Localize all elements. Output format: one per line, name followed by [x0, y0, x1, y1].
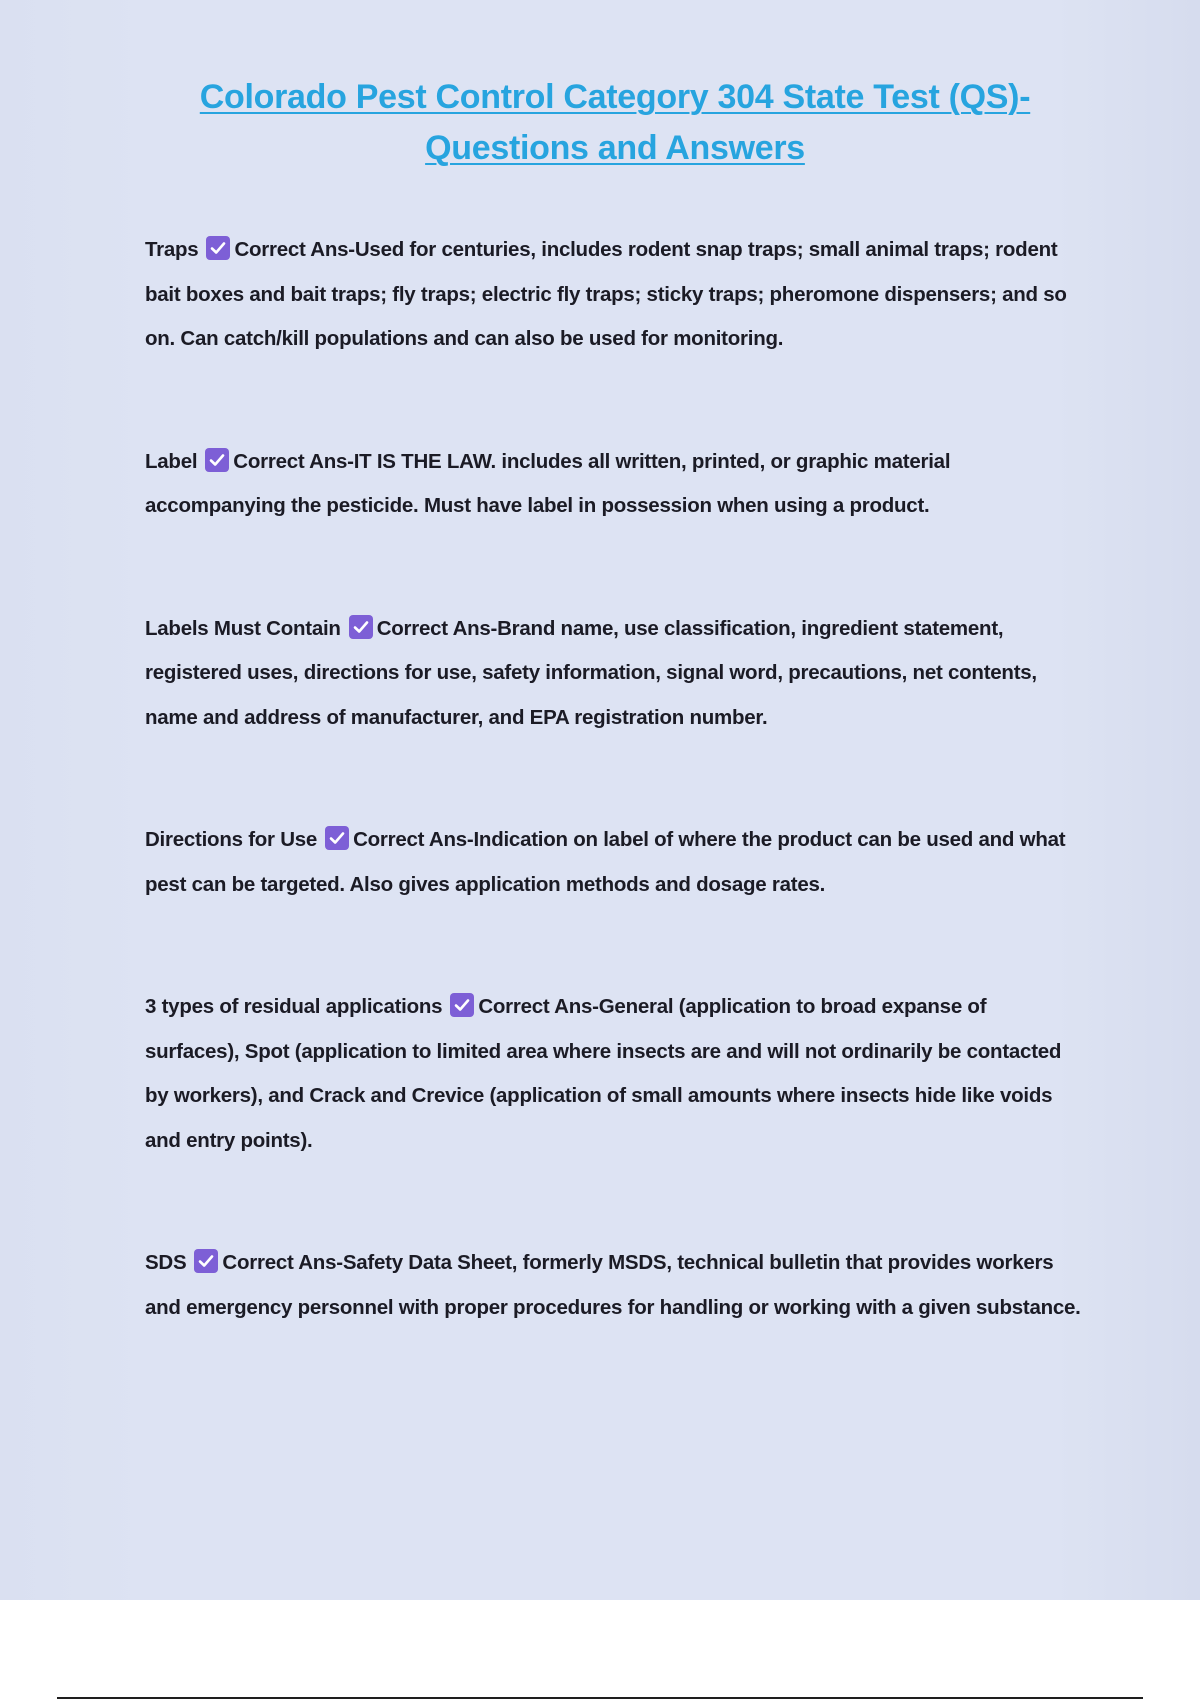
answer-text: Used for centuries, includes rodent snap traps; small animal traps; rodent bait boxes and bait traps; fly traps; electric fly traps; sticky traps; pheromone dispensers; and so on. Can catch/kill populations and can also be used for monitoring.	[145, 238, 1067, 350]
question-term: Directions for Use	[145, 828, 318, 851]
qa-item	[145, 607, 1085, 741]
qa-item	[145, 1241, 1085, 1330]
answer-prefix: Correct Ans-	[222, 1251, 343, 1274]
qa-item	[145, 228, 1085, 362]
qa-list	[145, 228, 1085, 1408]
question-term: 3 types of residual applications	[145, 995, 443, 1018]
question-term: Label	[145, 449, 198, 473]
question-term: Labels Must Contain	[145, 616, 341, 640]
answer-text: IT IS THE LAW. includes all written, printed, or graphic material accompanying the pesticide. Must have label in possession when using a product.	[145, 449, 951, 517]
document-title	[150, 72, 1080, 174]
title-line-1: Colorado Pest Control Category 304 State Test (QS)-	[199, 78, 1031, 116]
answer-prefix: Correct Ans-	[234, 238, 355, 261]
qa-item	[145, 985, 1085, 1163]
answer-prefix: Correct Ans-	[353, 828, 474, 851]
answer-text: Brand name, use classification, ingredient statement, registered uses, directions for use, safety information, signal word, precautions, net contents, name and address of manufacturer, and EPA registration number.	[145, 616, 1037, 729]
footer-divider	[57, 1697, 1143, 1699]
question-term: SDS	[145, 1251, 187, 1274]
title-line-2: Questions and Answers	[425, 129, 805, 167]
answer-text: General (application to broad expanse of surfaces), Spot (application to limited area where insects are and will not ordinarily be contacted by workers), and Crack and Crevice (application of small amounts where insects hide like voids and entry points).	[145, 995, 1062, 1152]
checkbox-checked-icon	[205, 448, 229, 472]
answer-prefix: Correct Ans-	[478, 995, 599, 1018]
checkbox-checked-icon	[194, 1249, 218, 1273]
checkbox-checked-icon	[206, 236, 230, 260]
answer-prefix: Correct Ans-	[233, 449, 354, 473]
checkbox-checked-icon	[450, 993, 474, 1017]
question-term: Traps	[145, 238, 199, 261]
checkbox-checked-icon	[325, 826, 349, 850]
answer-text: Indication on label of where the product can be used and what pest can be targeted. Also gives application methods and dosage rates.	[145, 828, 1066, 896]
checkbox-checked-icon	[349, 615, 373, 639]
answer-text: Safety Data Sheet, formerly MSDS, technical bulletin that provides workers and emergency personnel with proper procedures for handling or working with a given substance.	[145, 1251, 1081, 1319]
answer-prefix: Correct Ans-	[376, 616, 498, 640]
qa-item	[145, 818, 1085, 907]
qa-item	[145, 440, 1085, 529]
